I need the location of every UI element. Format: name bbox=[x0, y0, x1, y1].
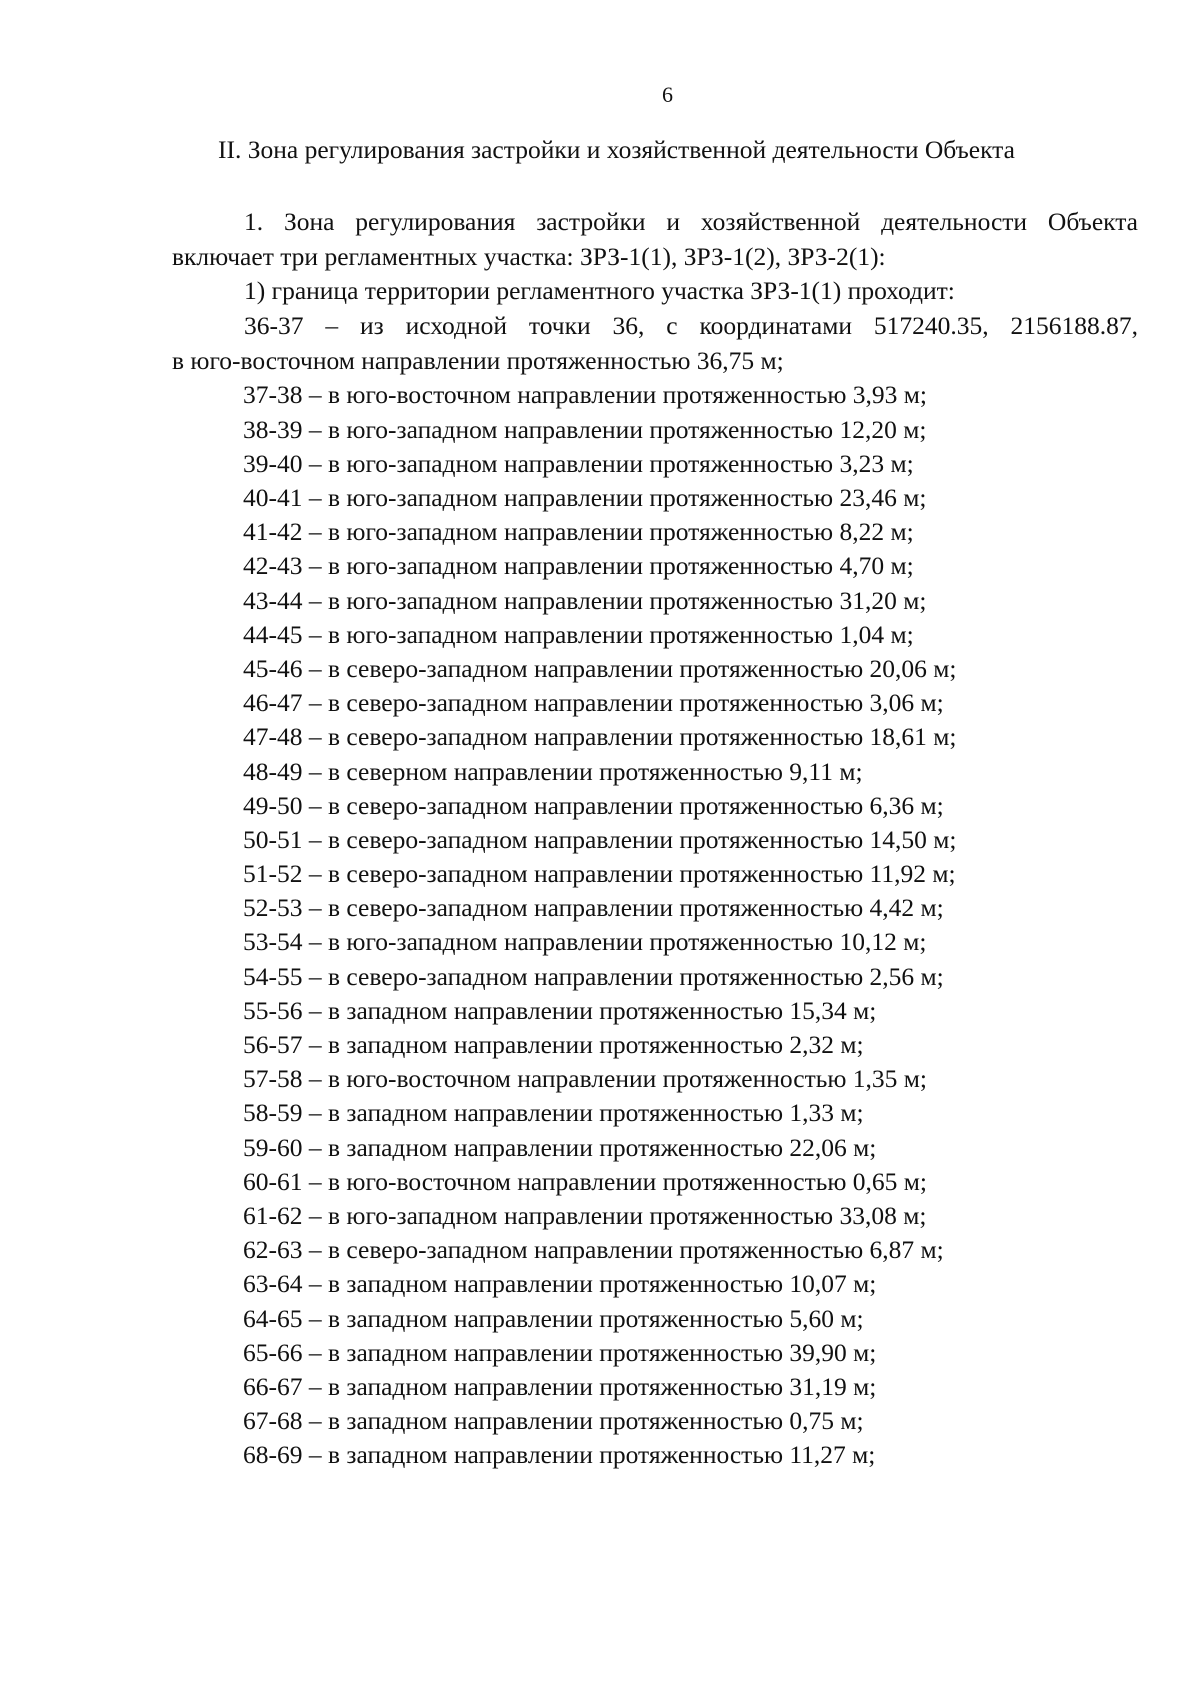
boundary-segment-item: 65-66 – в западном направлении протяженностью 39,90 м; bbox=[243, 1337, 877, 1367]
paragraph-1-line-2: включает три регламентных участка: ЗРЗ-1(1), ЗРЗ-1(2), ЗРЗ-2(1): bbox=[172, 241, 886, 271]
boundary-segment-item: 58-59 – в западном направлении протяженностью 1,33 м; bbox=[243, 1098, 864, 1128]
boundary-segment-item: 63-64 – в западном направлении протяженностью 10,07 м; bbox=[243, 1269, 877, 1299]
boundary-segment-item: 38-39 – в юго-западном направлении протяженностью 12,20 м; bbox=[243, 414, 927, 444]
first-segment-line-2: в юго-восточном направлении протяженностью 36,75 м; bbox=[172, 345, 784, 375]
boundary-segment-item: 57-58 – в юго-восточном направлении протяженностью 1,35 м; bbox=[243, 1064, 928, 1094]
document-body bbox=[172, 205, 1138, 1472]
boundary-segment-item: 47-48 – в северо-западном направлении протяженностью 18,61 м; bbox=[243, 722, 957, 752]
boundary-segment-item: 66-67 – в западном направлении протяженностью 31,19 м; bbox=[243, 1371, 877, 1401]
boundary-segment-item: 53-54 – в юго-западном направлении протяженностью 10,12 м; bbox=[243, 927, 927, 957]
first-segment-line-1: 36-37 – из исходной точки 36, с координатами 517240.35, 2156188.87, bbox=[244, 311, 1138, 341]
boundary-segment-item: 46-47 – в северо-западном направлении протяженностью 3,06 м; bbox=[243, 688, 944, 718]
boundary-segment-item: 60-61 – в юго-восточном направлении протяженностью 0,65 м; bbox=[243, 1166, 928, 1196]
boundary-segment-item: 44-45 – в юго-западном направлении протяженностью 1,04 м; bbox=[243, 619, 914, 649]
subpoint-1: 1) граница территории регламентного участка ЗРЗ-1(1) проходит: bbox=[244, 276, 955, 306]
boundary-segment-item: 39-40 – в юго-западном направлении протяженностью 3,23 м; bbox=[243, 448, 914, 478]
boundary-segment-item: 61-62 – в юго-западном направлении протяженностью 33,08 м; bbox=[243, 1200, 927, 1230]
boundary-segment-item: 41-42 – в юго-западном направлении протяженностью 8,22 м; bbox=[243, 517, 914, 547]
boundary-segment-item: 56-57 – в западном направлении протяженностью 2,32 м; bbox=[243, 1030, 864, 1059]
boundary-segment-item: 42-43 – в юго-западном направлении протяженностью 4,70 м; bbox=[243, 551, 914, 581]
boundary-segment-list bbox=[172, 378, 1138, 1472]
boundary-segment-item: 51-52 – в северо-западном направлении протяженностью 11,92 м; bbox=[243, 859, 956, 889]
boundary-segment-item: 50-51 – в северо-западном направлении протяженностью 14,50 м; bbox=[243, 824, 957, 854]
boundary-segment-item: 48-49 – в северном направлении протяженностью 9,11 м; bbox=[243, 756, 863, 786]
section-heading: II. Зона регулирования застройки и хозяйственной деятельности Объекта bbox=[218, 135, 1015, 164]
page-number: 6 bbox=[662, 82, 673, 107]
boundary-segment-item: 45-46 – в северо-западном направлении протяженностью 20,06 м; bbox=[243, 653, 957, 683]
paragraph-1-line-1: 1. Зона регулирования застройки и хозяйственной деятельности Объекта bbox=[244, 207, 1138, 236]
boundary-segment-item: 54-55 – в северо-западном направлении протяженностью 2,56 м; bbox=[243, 961, 944, 991]
boundary-segment-item: 62-63 – в северо-западном направлении протяженностью 6,87 м; bbox=[243, 1235, 944, 1265]
boundary-segment-item: 59-60 – в западном направлении протяженностью 22,06 м; bbox=[243, 1132, 877, 1162]
boundary-segment-item: 55-56 – в западном направлении протяженностью 15,34 м; bbox=[243, 995, 877, 1025]
boundary-segment-item: 40-41 – в юго-западном направлении протяженностью 23,46 м; bbox=[243, 483, 927, 512]
boundary-segment-item: 52-53 – в северо-западном направлении протяженностью 4,42 м; bbox=[243, 893, 944, 923]
boundary-segment-item: 64-65 – в западном направлении протяженностью 5,60 м; bbox=[243, 1303, 864, 1333]
boundary-segment-item: 43-44 – в юго-западном направлении протяженностью 31,20 м; bbox=[243, 585, 927, 615]
boundary-segment-item: 49-50 – в северо-западном направлении протяженностью 6,36 м; bbox=[243, 790, 944, 820]
boundary-segment-item: 67-68 – в западном направлении протяженностью 0,75 м; bbox=[243, 1406, 864, 1436]
boundary-segment-item: 37-38 – в юго-восточном направлении протяженностью 3,93 м; bbox=[243, 380, 928, 410]
boundary-segment-item: 68-69 – в западном направлении протяженностью 11,27 м; bbox=[243, 1440, 876, 1470]
